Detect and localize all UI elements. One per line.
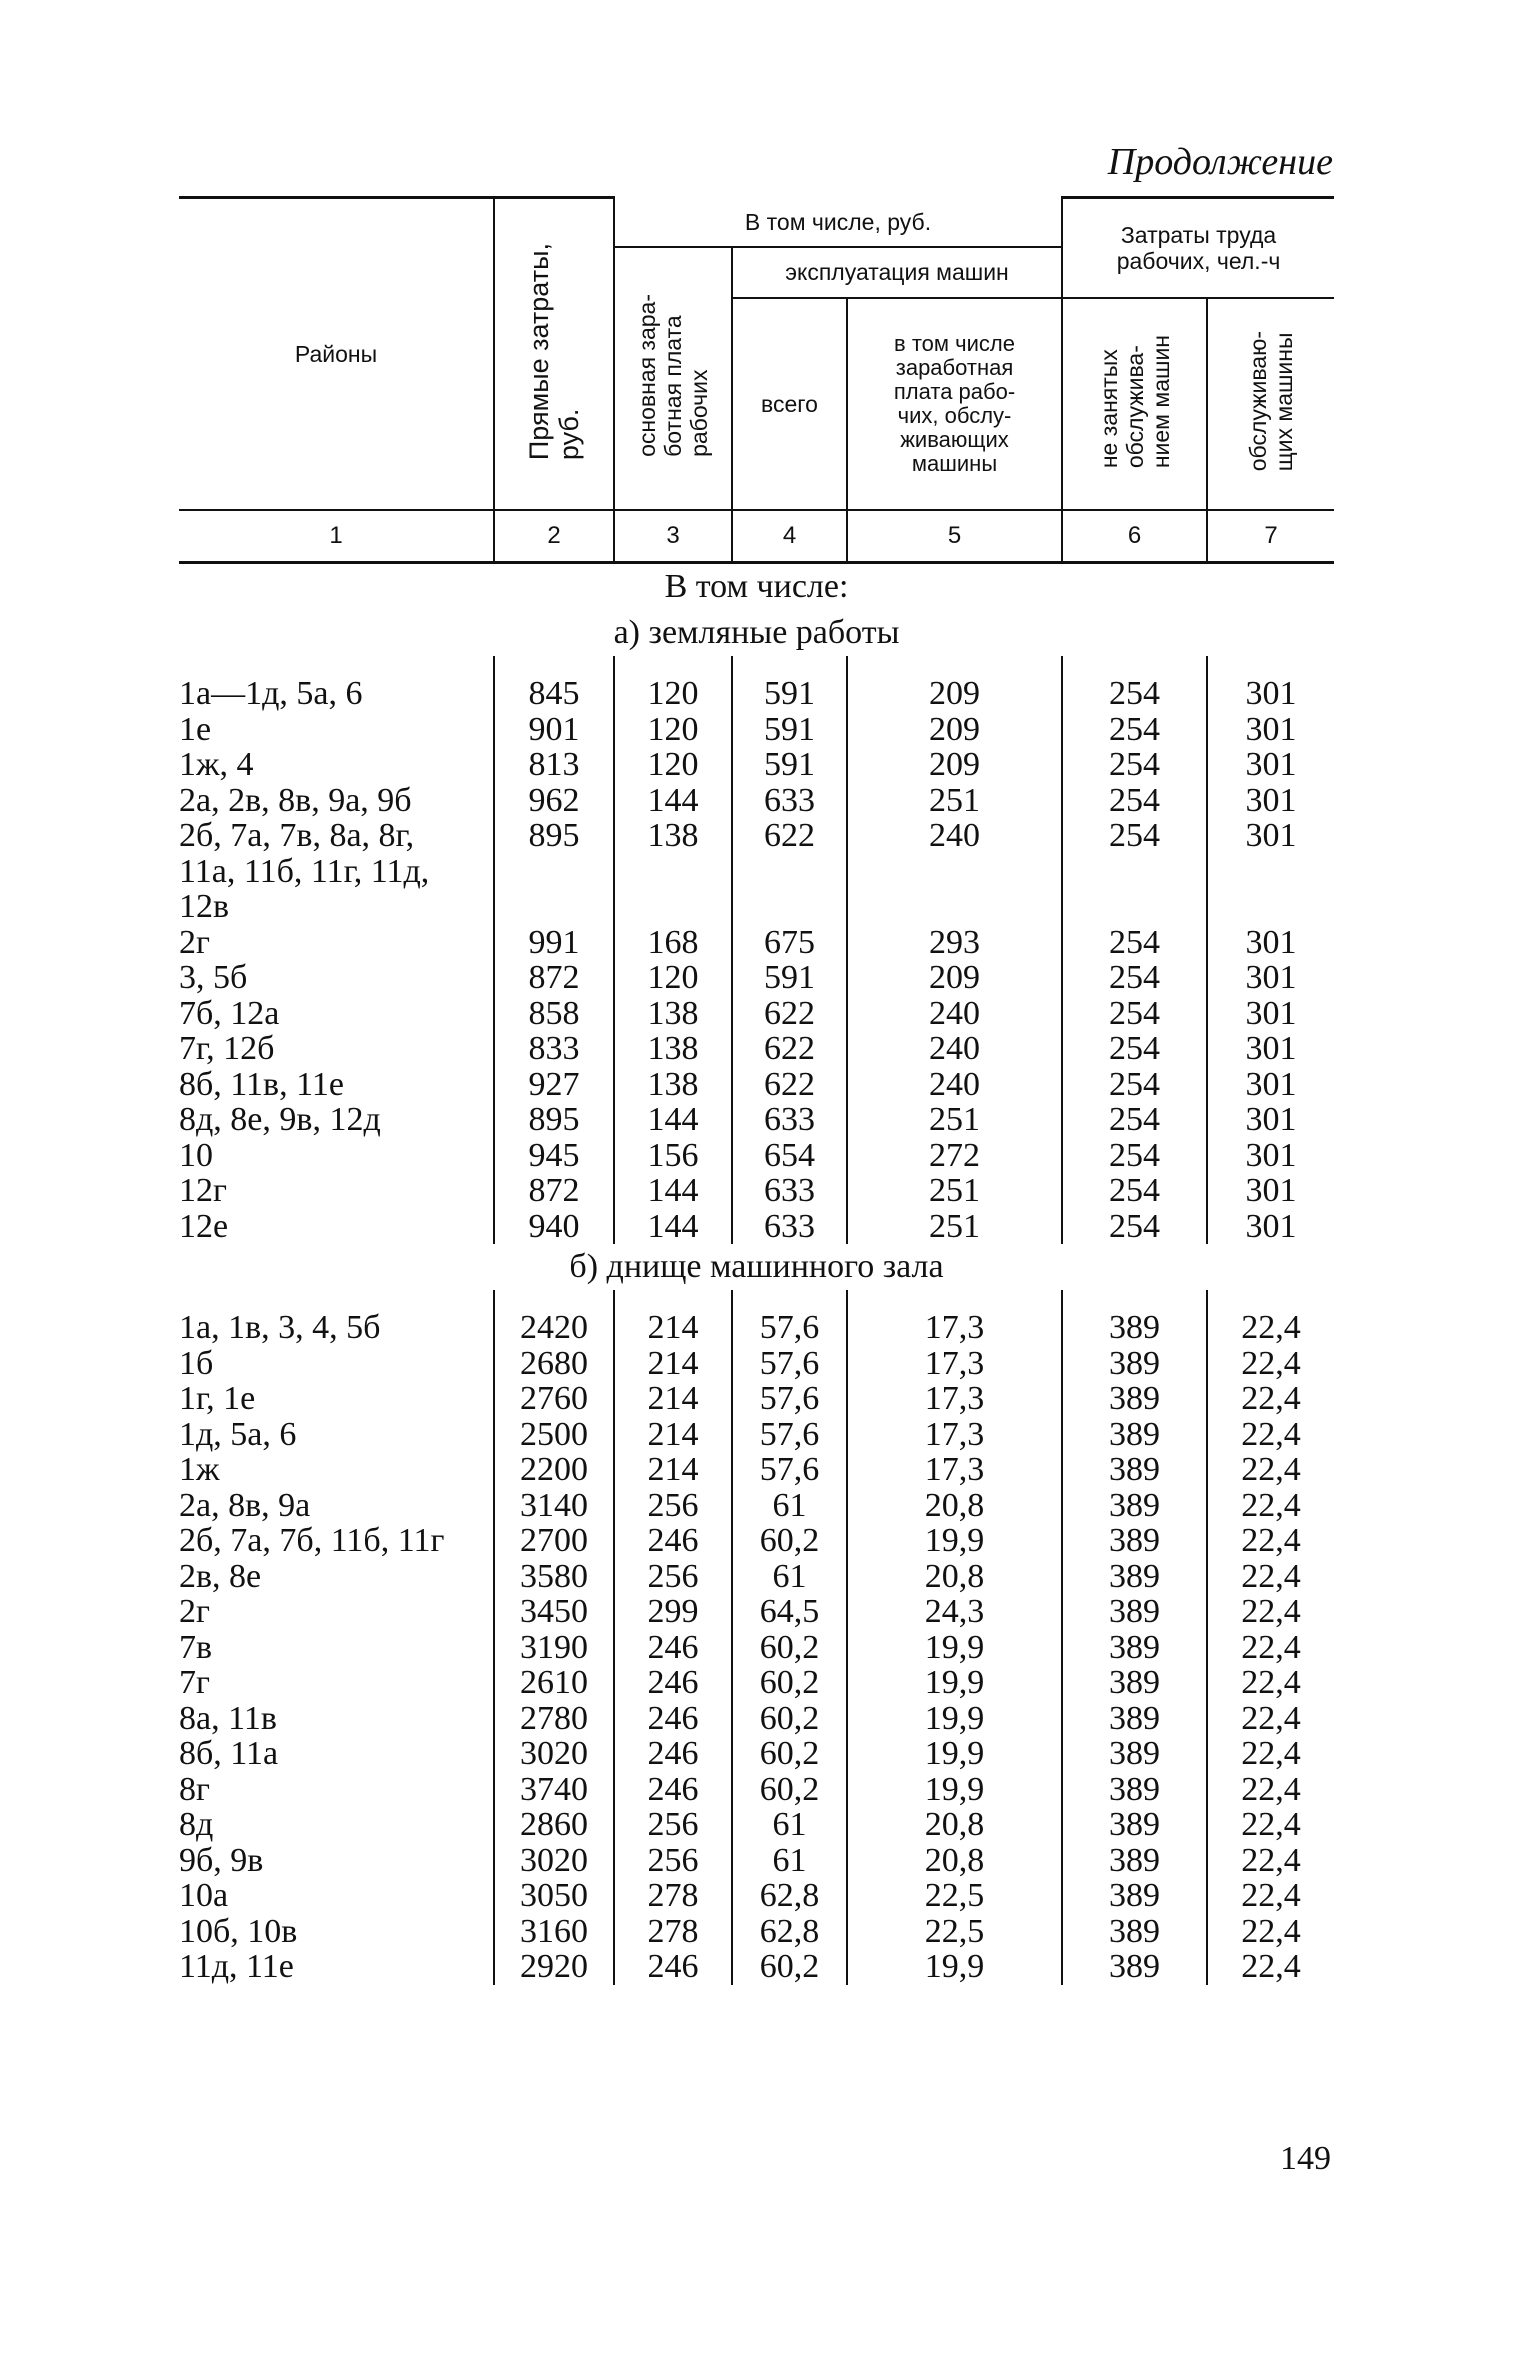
cell-region: 7в — [179, 1630, 494, 1666]
cell-region: 1б — [179, 1346, 494, 1382]
cell-labor-machine-service: 301 — [1245, 1172, 1297, 1209]
cell-operator-wages: 20,8 — [847, 1807, 1062, 1843]
cell-region: 1ж — [179, 1452, 494, 1488]
cell-operator-wages: 19,9 — [847, 1701, 1062, 1737]
cell-labor-not-machine: 254 — [1062, 783, 1207, 819]
cell-base-wages: 214 — [614, 1381, 732, 1417]
cell-labor-not-machine: 254 — [1062, 960, 1207, 996]
cell-base-wages: 246 — [614, 1701, 732, 1737]
cell-region: 2б, 7а, 7б, 11б, 11г — [179, 1523, 494, 1559]
table-row — [179, 676, 1334, 712]
cell-base-wages: 214 — [614, 1346, 732, 1382]
cell-labor-not-machine: 254 — [1062, 747, 1207, 783]
col-labor-group-header: Затраты труда рабочих, чел.-ч — [1062, 198, 1334, 299]
cell-base-wages: 246 — [614, 1665, 732, 1701]
col-total-header: всего — [732, 298, 847, 510]
cell-machine-total: 57,6 — [732, 1417, 847, 1453]
cell-base-wages: 138 — [614, 1031, 732, 1067]
cell-labor-not-machine: 389 — [1062, 1417, 1207, 1453]
cell-operator-wages: 240 — [847, 996, 1062, 1032]
table-row — [179, 1772, 1334, 1808]
cell-operator-wages: 17,3 — [847, 1452, 1062, 1488]
cell-machine-total: 633 — [732, 783, 847, 819]
cell-base-wages: 120 — [614, 747, 732, 783]
cell-base-wages: 156 — [614, 1138, 732, 1174]
cell-labor-machine-service: 22,4 — [1241, 1557, 1301, 1595]
table-row — [179, 1736, 1334, 1772]
cell-direct-costs: 991 — [494, 925, 614, 961]
cell-operator-wages: 17,3 — [847, 1346, 1062, 1382]
cell-base-wages: 144 — [614, 783, 732, 819]
table-row — [179, 1031, 1334, 1067]
cell-machine-total: 57,6 — [732, 1381, 847, 1417]
col-not-machine-header — [1062, 298, 1207, 510]
cell-operator-wages: 209 — [847, 747, 1062, 783]
cell-direct-costs: 845 — [494, 676, 614, 712]
cell-base-wages: 256 — [614, 1843, 732, 1879]
cell-base-wages: 214 — [614, 1310, 732, 1346]
cell-machine-total: 591 — [732, 747, 847, 783]
cell-operator-wages: 209 — [847, 676, 1062, 712]
cell-labor-not-machine: 389 — [1062, 1594, 1207, 1630]
cell-operator-wages: 20,8 — [847, 1559, 1062, 1595]
cell-region: 2б, 7а, 7в, 8а, 8г, 11а, 11б, 11г, 11д, 12в — [179, 818, 494, 925]
cell-base-wages: 214 — [614, 1417, 732, 1453]
cell-labor-not-machine: 389 — [1062, 1559, 1207, 1595]
cell-machine-total: 622 — [732, 1067, 847, 1103]
cell-labor-not-machine: 254 — [1062, 676, 1207, 712]
table-row — [179, 1559, 1334, 1595]
cell-labor-not-machine: 389 — [1062, 1949, 1207, 1985]
cell-labor-not-machine: 254 — [1062, 1102, 1207, 1138]
cell-operator-wages: 19,9 — [847, 1772, 1062, 1808]
cell-labor-not-machine: 389 — [1062, 1807, 1207, 1843]
cell-labor-not-machine: 254 — [1062, 996, 1207, 1032]
cell-operator-wages: 209 — [847, 960, 1062, 996]
cell-region: 8г — [179, 1772, 494, 1808]
cell-base-wages: 138 — [614, 818, 732, 925]
cell-operator-wages: 251 — [847, 1102, 1062, 1138]
cell-labor-machine-service: 22,4 — [1241, 1735, 1301, 1772]
cell-base-wages: 246 — [614, 1736, 732, 1772]
col-base-wages-header — [614, 247, 732, 511]
cell-labor-not-machine: 389 — [1062, 1523, 1207, 1559]
cell-labor-not-machine: 389 — [1062, 1381, 1207, 1417]
cell-direct-costs: 895 — [494, 1102, 614, 1138]
cell-direct-costs: 940 — [494, 1209, 614, 1245]
cell-operator-wages: 17,3 — [847, 1381, 1062, 1417]
cell-operator-wages: 240 — [847, 818, 1062, 925]
table-row — [179, 1346, 1334, 1382]
cell-labor-machine-service: 22,4 — [1241, 1806, 1301, 1843]
cell-machine-total: 60,2 — [732, 1665, 847, 1701]
cell-labor-machine-service: 22,4 — [1241, 1380, 1301, 1417]
cost-table — [179, 196, 1334, 1985]
cell-direct-costs: 945 — [494, 1138, 614, 1174]
table-row — [179, 1381, 1334, 1417]
cell-direct-costs: 2500 — [494, 1417, 614, 1453]
cell-base-wages: 144 — [614, 1102, 732, 1138]
cell-operator-wages: 17,3 — [847, 1417, 1062, 1453]
cell-direct-costs: 3450 — [494, 1594, 614, 1630]
cell-direct-costs: 927 — [494, 1067, 614, 1103]
cell-operator-wages: 19,9 — [847, 1949, 1062, 1985]
cell-operator-wages: 209 — [847, 712, 1062, 748]
cell-direct-costs: 3160 — [494, 1914, 614, 1950]
table-row — [179, 1949, 1334, 1985]
cell-operator-wages: 251 — [847, 783, 1062, 819]
cell-operator-wages: 251 — [847, 1173, 1062, 1209]
cell-machine-total: 61 — [732, 1488, 847, 1524]
cell-labor-not-machine: 389 — [1062, 1630, 1207, 1666]
cell-machine-total: 633 — [732, 1102, 847, 1138]
cell-operator-wages: 22,5 — [847, 1878, 1062, 1914]
cell-machine-total: 591 — [732, 676, 847, 712]
section-title-earthworks: а) земляные работы — [613, 614, 900, 651]
cell-region: 1г, 1е — [179, 1381, 494, 1417]
cell-base-wages: 246 — [614, 1949, 732, 1985]
cell-region: 12е — [179, 1209, 494, 1245]
table-row — [179, 1488, 1334, 1524]
cell-labor-machine-service: 22,4 — [1241, 1451, 1301, 1488]
cell-labor-not-machine: 254 — [1062, 1031, 1207, 1067]
cell-base-wages: 246 — [614, 1630, 732, 1666]
cell-labor-machine-service: 301 — [1245, 746, 1297, 783]
cell-direct-costs: 2780 — [494, 1701, 614, 1737]
cell-base-wages: 120 — [614, 676, 732, 712]
cell-machine-total: 633 — [732, 1173, 847, 1209]
cell-region: 2а, 2в, 8в, 9а, 9б — [179, 783, 494, 819]
cell-labor-machine-service: 22,4 — [1241, 1415, 1301, 1453]
cell-base-wages: 299 — [614, 1594, 732, 1630]
cell-operator-wages: 24,3 — [847, 1594, 1062, 1630]
cell-labor-not-machine: 389 — [1062, 1488, 1207, 1524]
cell-region: 8б, 11в, 11е — [179, 1067, 494, 1103]
cell-labor-not-machine: 254 — [1062, 1138, 1207, 1174]
cell-base-wages: 246 — [614, 1523, 732, 1559]
table-row — [179, 818, 1334, 925]
cell-labor-not-machine: 254 — [1062, 1067, 1207, 1103]
table-row — [179, 1209, 1334, 1245]
cell-region: 8б, 11а — [179, 1736, 494, 1772]
cell-labor-machine-service: 22,4 — [1241, 1522, 1301, 1559]
table-row — [179, 1630, 1334, 1666]
table-row — [179, 960, 1334, 996]
cell-operator-wages: 251 — [847, 1209, 1062, 1245]
cell-region: 1е — [179, 712, 494, 748]
cell-direct-costs: 2200 — [494, 1452, 614, 1488]
cell-operator-wages: 293 — [847, 925, 1062, 961]
cell-region: 2в, 8е — [179, 1559, 494, 1595]
table-row — [179, 747, 1334, 783]
cell-machine-total: 633 — [732, 1209, 847, 1245]
table-row — [179, 1523, 1334, 1559]
table-row — [179, 1594, 1334, 1630]
cell-direct-costs: 2700 — [494, 1523, 614, 1559]
cell-base-wages: 168 — [614, 925, 732, 961]
cell-direct-costs: 813 — [494, 747, 614, 783]
col-number-2: 2 — [494, 510, 614, 563]
cell-labor-machine-service: 22,4 — [1241, 1628, 1301, 1666]
cell-base-wages: 214 — [614, 1452, 732, 1488]
cell-labor-machine-service: 301 — [1245, 781, 1297, 819]
col-number-3: 3 — [614, 510, 732, 563]
cell-region: 7г, 12б — [179, 1031, 494, 1067]
table-row — [179, 1701, 1334, 1737]
cell-direct-costs: 2860 — [494, 1807, 614, 1843]
cell-direct-costs: 2420 — [494, 1310, 614, 1346]
page-number: 149 — [1280, 2140, 1331, 2177]
cell-base-wages: 138 — [614, 996, 732, 1032]
cell-labor-machine-service: 301 — [1245, 994, 1297, 1032]
cell-machine-total: 61 — [732, 1807, 847, 1843]
cell-labor-machine-service: 22,4 — [1241, 1841, 1301, 1879]
cell-machine-total: 622 — [732, 996, 847, 1032]
section-earthworks — [179, 656, 1334, 1244]
cell-direct-costs: 3140 — [494, 1488, 614, 1524]
section-machine-hall-floor — [179, 1290, 1334, 1985]
cell-machine-total: 57,6 — [732, 1346, 847, 1382]
cell-region: 8д — [179, 1807, 494, 1843]
cell-labor-machine-service: 301 — [1245, 817, 1297, 854]
cell-labor-not-machine: 254 — [1062, 712, 1207, 748]
cell-labor-machine-service: 301 — [1245, 710, 1297, 748]
cell-machine-total: 60,2 — [732, 1736, 847, 1772]
col-direct-costs-header — [494, 198, 614, 511]
cell-direct-costs: 962 — [494, 783, 614, 819]
cell-region: 8а, 11в — [179, 1701, 494, 1737]
table-header — [179, 198, 1334, 563]
cell-labor-machine-service: 301 — [1245, 1030, 1297, 1067]
cell-direct-costs: 901 — [494, 712, 614, 748]
cell-machine-total: 622 — [732, 1031, 847, 1067]
col-machine-operation-header: эксплуатация машин — [732, 247, 1062, 299]
cell-region: 2а, 8в, 9а — [179, 1488, 494, 1524]
col-regions-header: Районы — [179, 198, 494, 511]
cell-labor-machine-service: 301 — [1245, 923, 1297, 961]
cell-base-wages: 278 — [614, 1914, 732, 1950]
section-title-machine-hall-floor: б) днище машинного зала — [569, 1248, 944, 1285]
cell-machine-total: 62,8 — [732, 1878, 847, 1914]
cell-direct-costs: 2680 — [494, 1346, 614, 1382]
cell-region: 2г — [179, 1594, 494, 1630]
cell-base-wages: 278 — [614, 1878, 732, 1914]
cell-labor-not-machine: 389 — [1062, 1736, 1207, 1772]
cell-labor-not-machine: 389 — [1062, 1310, 1207, 1346]
cell-direct-costs: 2610 — [494, 1665, 614, 1701]
cell-labor-machine-service: 22,4 — [1241, 1770, 1301, 1808]
cell-operator-wages: 19,9 — [847, 1665, 1062, 1701]
section-intro: В том числе: — [664, 568, 849, 605]
table-row — [179, 1067, 1334, 1103]
cell-labor-machine-service: 301 — [1245, 1136, 1297, 1174]
cell-machine-total: 60,2 — [732, 1630, 847, 1666]
cell-machine-total: 61 — [732, 1559, 847, 1595]
col-number-5: 5 — [847, 510, 1062, 563]
cell-base-wages: 256 — [614, 1559, 732, 1595]
col-base-wages-label: основная зара- ботная плата рабочих — [634, 294, 712, 458]
cell-operator-wages: 19,9 — [847, 1523, 1062, 1559]
cell-region: 1ж, 4 — [179, 747, 494, 783]
cell-machine-total: 60,2 — [732, 1772, 847, 1808]
cell-operator-wages: 19,9 — [847, 1736, 1062, 1772]
cell-operator-wages: 22,5 — [847, 1914, 1062, 1950]
cell-machine-total: 591 — [732, 712, 847, 748]
cell-labor-machine-service: 301 — [1245, 959, 1297, 996]
cell-direct-costs: 872 — [494, 1173, 614, 1209]
cell-machine-total: 654 — [732, 1138, 847, 1174]
col-direct-costs-label: Прямые затраты, руб. — [524, 242, 584, 461]
col-machine-service-label: обслуживаю- щих машины — [1245, 331, 1298, 472]
cell-machine-total: 675 — [732, 925, 847, 961]
cell-labor-machine-service: 22,4 — [1241, 1344, 1301, 1382]
table-row — [179, 1138, 1334, 1174]
cell-direct-costs: 3020 — [494, 1843, 614, 1879]
table-row — [179, 1807, 1334, 1843]
cell-operator-wages: 20,8 — [847, 1843, 1062, 1879]
cell-direct-costs: 2760 — [494, 1381, 614, 1417]
cell-machine-total: 60,2 — [732, 1949, 847, 1985]
cell-machine-total: 61 — [732, 1843, 847, 1879]
cell-direct-costs: 2920 — [494, 1949, 614, 1985]
cell-labor-not-machine: 389 — [1062, 1665, 1207, 1701]
cell-labor-machine-service: 301 — [1245, 1207, 1297, 1245]
cell-machine-total: 57,6 — [732, 1310, 847, 1346]
cell-base-wages: 120 — [614, 712, 732, 748]
cell-machine-total: 57,6 — [732, 1452, 847, 1488]
table-row — [179, 1843, 1334, 1879]
cell-region: 8д, 8е, 9в, 12д — [179, 1102, 494, 1138]
cell-operator-wages: 240 — [847, 1067, 1062, 1103]
cell-labor-not-machine: 254 — [1062, 818, 1207, 925]
cell-base-wages: 246 — [614, 1772, 732, 1808]
col-not-machine-label: не занятых обслужива- нием машин — [1095, 334, 1174, 469]
cell-machine-total: 60,2 — [732, 1701, 847, 1737]
cell-direct-costs: 895 — [494, 818, 614, 925]
col-machine-service-header — [1207, 298, 1334, 510]
cell-labor-machine-service: 22,4 — [1241, 1699, 1301, 1737]
cell-labor-not-machine: 254 — [1062, 1173, 1207, 1209]
cell-labor-not-machine: 389 — [1062, 1701, 1207, 1737]
table-row — [179, 1310, 1334, 1346]
col-including-group-header: В том числе, руб. — [614, 198, 1062, 247]
cell-base-wages: 256 — [614, 1807, 732, 1843]
cell-region: 2г — [179, 925, 494, 961]
cell-direct-costs: 3050 — [494, 1878, 614, 1914]
table-row — [179, 996, 1334, 1032]
cell-labor-machine-service: 22,4 — [1241, 1593, 1301, 1630]
cell-labor-machine-service: 22,4 — [1241, 1877, 1301, 1914]
cell-operator-wages: 19,9 — [847, 1630, 1062, 1666]
cell-labor-not-machine: 254 — [1062, 1209, 1207, 1245]
table-row — [179, 783, 1334, 819]
cell-base-wages: 138 — [614, 1067, 732, 1103]
table-row — [179, 712, 1334, 748]
col-number-4: 4 — [732, 510, 847, 563]
cell-operator-wages: 240 — [847, 1031, 1062, 1067]
table-row — [179, 1914, 1334, 1950]
cell-region: 10б, 10в — [179, 1914, 494, 1950]
table-row — [179, 1452, 1334, 1488]
cell-labor-machine-service: 22,4 — [1241, 1486, 1301, 1524]
cell-base-wages: 256 — [614, 1488, 732, 1524]
cell-labor-machine-service: 22,4 — [1241, 1309, 1301, 1346]
cell-labor-machine-service: 22,4 — [1241, 1664, 1301, 1701]
cell-region: 9б, 9в — [179, 1843, 494, 1879]
table-row — [179, 1102, 1334, 1138]
cell-direct-costs: 3580 — [494, 1559, 614, 1595]
cell-machine-total: 64,5 — [732, 1594, 847, 1630]
cell-operator-wages: 272 — [847, 1138, 1062, 1174]
cell-labor-machine-service: 301 — [1245, 1065, 1297, 1103]
cell-machine-total: 60,2 — [732, 1523, 847, 1559]
cell-region: 1д, 5а, 6 — [179, 1417, 494, 1453]
col-operator-wages-header: в том числе заработная плата рабо- чих, обслу- живающих машины — [847, 298, 1062, 510]
cell-base-wages: 120 — [614, 960, 732, 996]
continuation-label: Продолжение — [1107, 141, 1333, 183]
col-number-6: 6 — [1062, 510, 1207, 563]
cell-labor-machine-service: 22,4 — [1241, 1948, 1301, 1985]
cell-direct-costs: 872 — [494, 960, 614, 996]
cell-labor-not-machine: 254 — [1062, 925, 1207, 961]
cell-machine-total: 62,8 — [732, 1914, 847, 1950]
cell-labor-not-machine: 389 — [1062, 1843, 1207, 1879]
cell-region: 11д, 11е — [179, 1949, 494, 1985]
cell-labor-machine-service: 22,4 — [1241, 1912, 1301, 1950]
cell-base-wages: 144 — [614, 1173, 732, 1209]
cell-region: 10а — [179, 1878, 494, 1914]
col-number-7: 7 — [1207, 510, 1334, 563]
cell-region: 7б, 12а — [179, 996, 494, 1032]
table-row — [179, 1173, 1334, 1209]
table-row — [179, 1417, 1334, 1453]
cell-region: 10 — [179, 1138, 494, 1174]
cell-machine-total: 591 — [732, 960, 847, 996]
cell-region: 12г — [179, 1173, 494, 1209]
cell-direct-costs: 858 — [494, 996, 614, 1032]
cell-direct-costs: 3740 — [494, 1772, 614, 1808]
cell-labor-not-machine: 389 — [1062, 1878, 1207, 1914]
cell-direct-costs: 833 — [494, 1031, 614, 1067]
cell-labor-machine-service: 301 — [1245, 1101, 1297, 1138]
cell-labor-not-machine: 389 — [1062, 1452, 1207, 1488]
table-row — [179, 925, 1334, 961]
cell-labor-not-machine: 389 — [1062, 1346, 1207, 1382]
table-row — [179, 1665, 1334, 1701]
cell-operator-wages: 17,3 — [847, 1310, 1062, 1346]
table-row — [179, 1878, 1334, 1914]
cell-operator-wages: 20,8 — [847, 1488, 1062, 1524]
cell-labor-not-machine: 389 — [1062, 1914, 1207, 1950]
cell-region: 7г — [179, 1665, 494, 1701]
col-number-1: 1 — [179, 510, 494, 563]
cell-region: 1а, 1в, 3, 4, 5б — [179, 1310, 494, 1346]
cell-direct-costs: 3190 — [494, 1630, 614, 1666]
cell-labor-machine-service: 301 — [1245, 675, 1297, 712]
cell-machine-total: 622 — [732, 818, 847, 925]
cell-base-wages: 144 — [614, 1209, 732, 1245]
cell-direct-costs: 3020 — [494, 1736, 614, 1772]
cell-labor-not-machine: 389 — [1062, 1772, 1207, 1808]
cell-region: 3, 5б — [179, 960, 494, 996]
cell-region: 1а—1д, 5а, 6 — [179, 676, 494, 712]
